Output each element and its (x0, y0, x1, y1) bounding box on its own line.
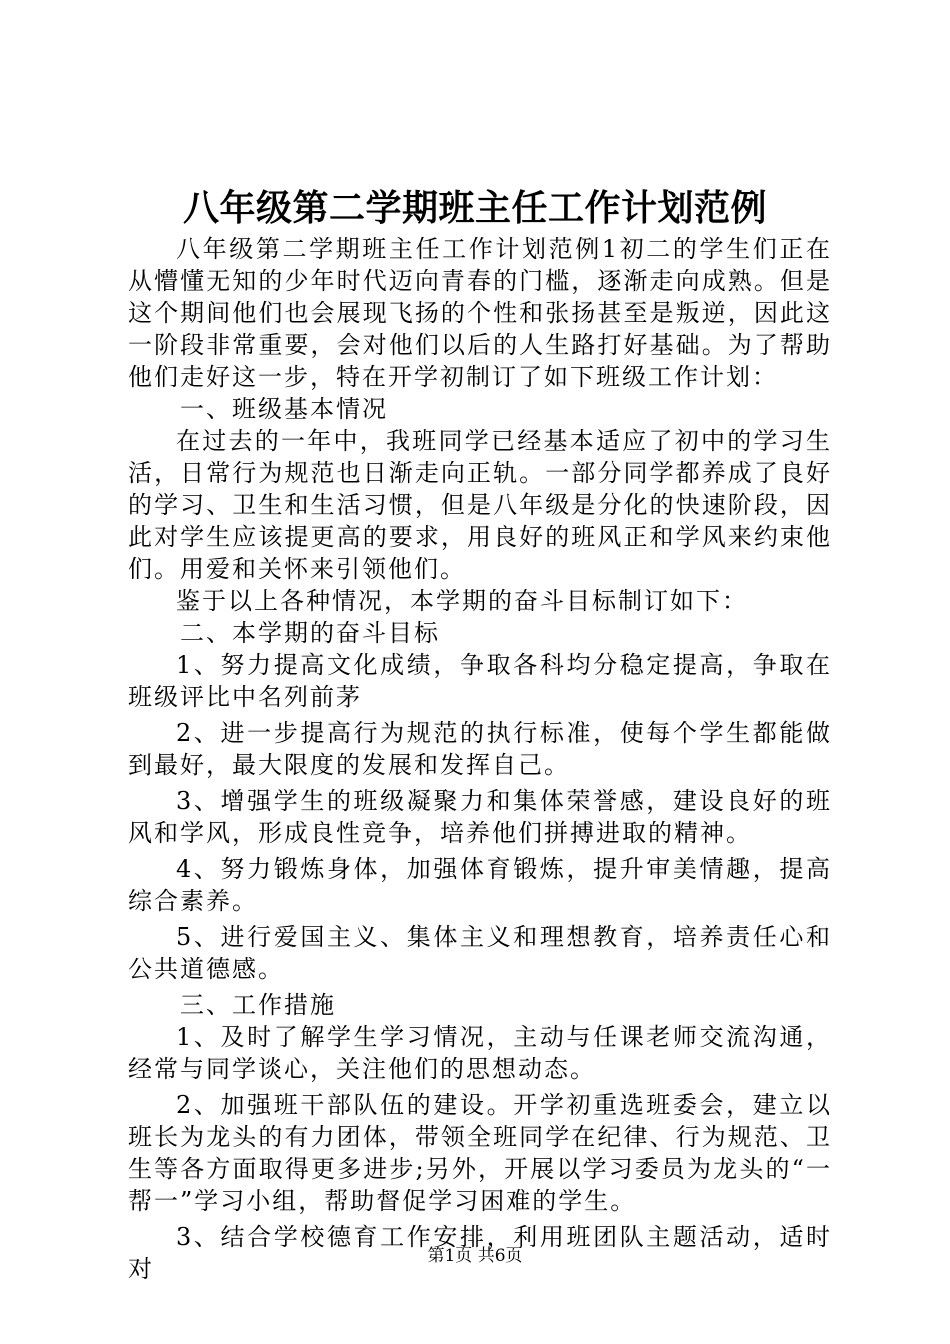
goal-item-1: 1、努力提高文化成绩，争取各科均分稳定提高，争取在班级评比中名列前茅 (128, 651, 832, 711)
document-body (128, 233, 832, 1285)
page-number-footer: 第1页 共6页 (427, 1246, 523, 1266)
measure-item-1: 1、及时了解学生学习情况，主动与任课老师交流沟通，经常与同学谈心，关注他们的思想动态。 (128, 1023, 832, 1083)
document-title: 八年级第二学期班主任工作计划范例 (182, 187, 767, 229)
section-heading-2: 二、本学期的奋斗目标 (180, 619, 440, 647)
section-heading-3: 三、工作措施 (180, 991, 336, 1019)
intro-paragraph: 八年级第二学期班主任工作计划范例1初二的学生们正在从懵懂无知的少年时代迈向青春的门槛，逐渐走向成熟。但是这个期间他们也会展现飞扬的个性和张扬甚至是叛逆，因此这一阶段非常重要，会对他们以后的人生路打好基础。为了帮助他们走好这一步，特在开学初制订了如下班级工作计划： (128, 235, 832, 391)
section-heading-1: 一、班级基本情况 (180, 395, 388, 423)
goal-item-4: 4、努力锻炼身体，加强体育锻炼，提升审美情趣，提高综合素养。 (128, 855, 832, 915)
class-situation-paragraph: 在过去的一年中，我班同学已经基本适应了初中的学习生活，日常行为规范也日渐走向正轨。一部分同学都养成了良好的学习、卫生和生活习惯，但是八年级是分化的快速阶段，因此对学生应该提更高的要求，用良好的班风正和学风来约束他们。用爱和关怀来引领他们。 (128, 427, 832, 583)
goal-item-3: 3、增强学生的班级凝聚力和集体荣誉感，建设良好的班风和学风，形成良性竞争，培养他们拼搏进取的精神。 (128, 787, 832, 847)
measure-item-3: 3、结合学校德育工作安排，利用班团队主题活动，适时对 (128, 1223, 832, 1283)
goal-item-2: 2、进一步提高行为规范的执行标准，使每个学生都能做到最好，最大限度的发展和发挥自己。 (128, 719, 832, 779)
measure-item-2: 2、加强班干部队伍的建设。开学初重选班委会，建立以班长为龙头的有力团体，带领全班同学在纪律、行为规范、卫生等各方面取得更多进步;另外，开展以学习委员为龙头的“一帮一”学习小组，帮助督促学习困难的学生。 (128, 1091, 832, 1215)
goals-intro-paragraph: 鉴于以上各种情况，本学期的奋斗目标制订如下： (176, 587, 748, 615)
goal-item-5: 5、进行爱国主义、集体主义和理想教育，培养责任心和公共道德感。 (128, 923, 832, 983)
